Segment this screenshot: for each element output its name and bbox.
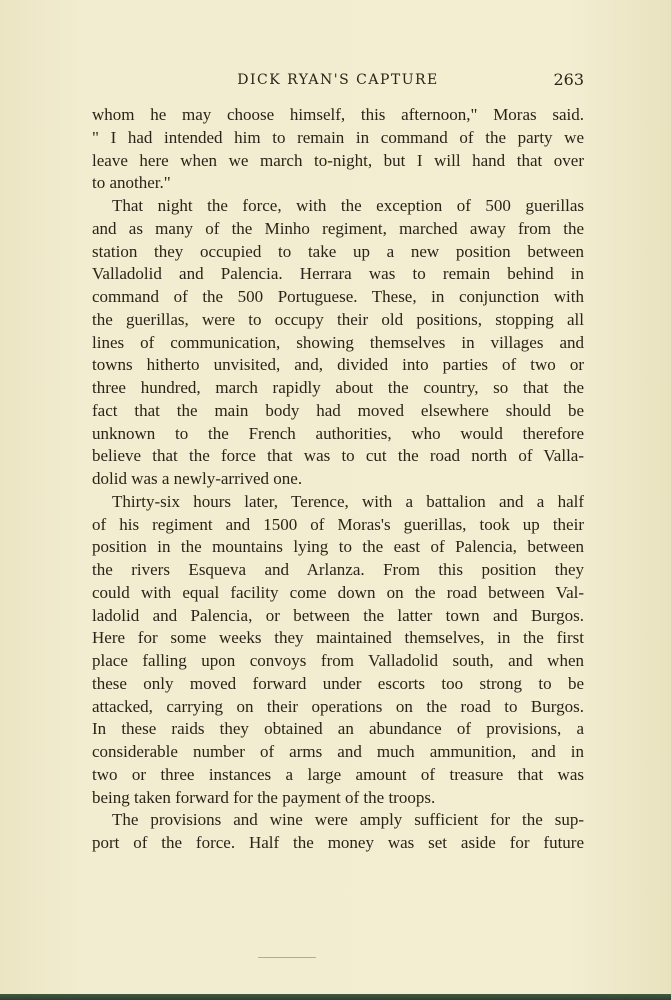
text-line: being taken forward for the payment of the troops. <box>92 787 436 807</box>
text-line: the rivers Esqueva and Arlanza. From this position they <box>92 560 584 579</box>
text-line: believe that the force that was to cut the road north of Valla- <box>92 446 584 466</box>
text-line: of his regiment and 1500 of Moras's guerillas, took up their <box>92 514 584 534</box>
text-line: Here for some weeks they maintained themselves, in the first <box>92 628 584 648</box>
text-line: attacked, carrying on their operations on the road to Burgos. <box>92 696 584 716</box>
text-line: these only moved forward under escorts too strong to be <box>92 673 584 693</box>
text-line: unknown to the French authorities, who would therefore <box>92 423 584 443</box>
text-line: to another." <box>92 173 171 193</box>
page-bottom-edge <box>0 994 671 1000</box>
bottom-rule <box>258 957 316 958</box>
text-line: considerable number of arms and much ammunition, and in <box>92 742 584 761</box>
text-line: " I had intended him to remain in command of the party we <box>92 127 584 147</box>
text-line: port of the force. Half the money was set aside for future <box>92 833 584 852</box>
text-line: lines of communication, showing themselves in villages and <box>92 332 584 352</box>
text-line: three hundred, march rapidly about the country, so that the <box>92 378 584 397</box>
text-line: Valladolid and Palencia. Herrara was to remain behind in <box>92 264 584 284</box>
text-line: The provisions and wine were amply sufficient for the sup- <box>112 810 584 830</box>
text-line: two or three instances a large amount of treasure that was <box>92 764 584 784</box>
paragraph <box>92 195 584 491</box>
text-line: position in the mountains lying to the east of Palencia, between <box>92 537 584 557</box>
running-title: DICK RYAN'S CAPTURE <box>237 72 439 88</box>
text-line: leave here when we march to-night, but I will hand that over <box>92 150 584 170</box>
paragraph <box>92 104 584 195</box>
text-line: In these raids they obtained an abundance of provisions, a <box>92 719 584 739</box>
text-line: place falling upon convoys from Valladolid south, and when <box>92 651 584 670</box>
text-line: towns hitherto unvisited, and, divided into parties of two or <box>92 355 584 375</box>
text-line: could with equal facility come down on the road between Val- <box>92 582 584 602</box>
text-line: dolid was a newly-arrived one. <box>92 469 303 488</box>
text-line: ladolid and Palencia, or between the latter town and Burgos. <box>92 605 584 625</box>
body-text <box>92 104 584 855</box>
paragraph <box>92 491 584 810</box>
paragraph <box>92 809 584 855</box>
page-number: 263 <box>553 70 584 89</box>
text-line: Thirty-six hours later, Terence, with a battalion and a half <box>112 491 584 511</box>
text-line: That night the force, with the exception of 500 guerillas <box>112 196 584 215</box>
running-head <box>92 70 584 94</box>
text-line: whom he may choose himself, this afternoon," Moras said. <box>92 105 584 124</box>
text-line: command of the 500 Portuguese. These, in conjunction with <box>92 287 584 306</box>
text-line: fact that the main body had moved elsewhere should be <box>92 400 584 420</box>
text-line: the guerillas, were to occupy their old positions, stopping all <box>92 309 584 329</box>
text-line: station they occupied to take up a new position between <box>92 241 584 261</box>
text-line: and as many of the Minho regiment, marched away from the <box>92 218 584 238</box>
